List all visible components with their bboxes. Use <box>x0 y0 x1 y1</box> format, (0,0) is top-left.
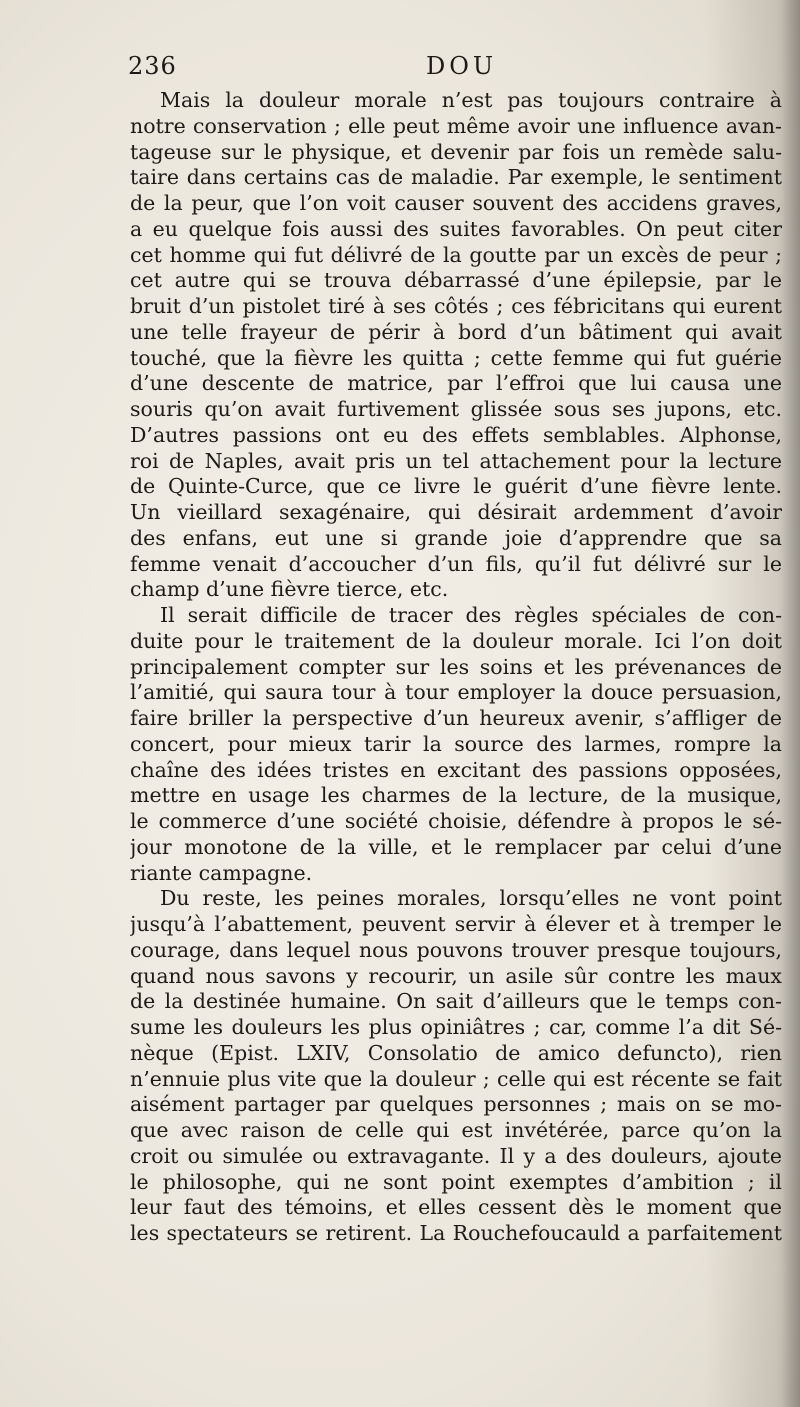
text-line: bruit d’un pistolet tiré à ses côtés ; ces fébricitans qui eurent <box>130 294 782 318</box>
running-head: DOU <box>426 52 498 80</box>
text-line: principalement compter sur les soins et les prévenances de <box>130 654 782 679</box>
text-line: aisément partager par quelques personnes ; mais on se mo- <box>130 1092 782 1117</box>
text-line: jour monotone de la ville, et le remplacer par celui d’une <box>130 834 782 859</box>
text-line: leur faut des témoins, et elles cessent dès le moment que <box>130 1195 782 1220</box>
text-line: femme venait d’accoucher d’un fils, qu’il fut délivré sur le <box>130 551 782 576</box>
text-line: cet autre qui se trouva débarrassé d’une épilepsie, par le <box>130 268 782 293</box>
text-line: mettre en usage les charmes de la lecture, de la musique, <box>130 783 782 808</box>
text-line: cet homme qui fut délivré de la goutte par un excès de peur ; <box>130 242 782 267</box>
text-line: champ d’une fièvre tierce, etc. <box>130 577 449 602</box>
text-line: le commerce d’une société choisie, défendre à propos le sé- <box>130 809 782 833</box>
page-edge-shadow <box>782 0 800 1407</box>
text-line: n’ennuie plus vite que la douleur ; celle qui est récente se fait <box>130 1066 782 1091</box>
text-line: une telle frayeur de périr à bord d’un bâtiment qui avait <box>130 319 782 344</box>
body-text <box>130 88 782 1247</box>
text-line: jusqu’à l’abattement, peuvent servir à élever et à tremper le <box>130 912 782 936</box>
text-line: sume les douleurs les plus opiniâtres ; car, comme l’a dit Sé- <box>130 1015 782 1039</box>
text-line: courage, dans lequel nous pouvons trouver presque toujours, <box>130 937 782 962</box>
page-number: 236 <box>128 52 177 80</box>
text-line: que avec raison de celle qui est invétérée, parce qu’on la <box>130 1118 782 1142</box>
text-line: notre conservation ; elle peut même avoir une influence avan- <box>130 113 782 138</box>
text-line: nèque (Epist. LXIV, Consolatio de amico defuncto), rien <box>130 1040 782 1065</box>
page-header <box>128 52 768 86</box>
text-line: de la peur, que l’on voit causer souvent des accidens graves, <box>130 191 782 215</box>
text-line: quand nous savons y recourir, un asile sûr contre les maux <box>130 963 782 988</box>
text-line: Il serait difficile de tracer des règles spéciales de con- <box>160 603 782 627</box>
text-line: les spectateurs se retirent. La Rouchefoucauld a parfaitement <box>130 1221 782 1245</box>
text-line: faire briller la perspective d’un heureux avenir, s’affliger de <box>130 706 782 730</box>
text-line: Du reste, les peines morales, lorsqu’elles ne vont point <box>160 886 782 911</box>
text-line: Mais la douleur morale n’est pas toujours contraire à <box>160 88 782 112</box>
text-line: a eu quelque fois aussi des suites favorables. On peut citer <box>130 216 782 241</box>
text-line: des enfans, eut une si grande joie d’apprendre que sa <box>130 525 782 550</box>
text-line: concert, pour mieux tarir la source des larmes, rompre la <box>130 731 782 756</box>
text-line: l’amitié, qui saura tour à tour employer la douce persuasion, <box>130 680 782 705</box>
text-line: croit ou simulée ou extravagante. Il y a des douleurs, ajoute <box>130 1143 782 1168</box>
text-line: D’autres passions ont eu des effets semblables. Alphonse, <box>130 422 782 447</box>
text-line: Un vieillard sexagénaire, qui désirait ardemment d’avoir <box>130 500 782 524</box>
text-line: chaîne des idées tristes en excitant des passions opposées, <box>130 757 782 782</box>
text-line: tageuse sur le physique, et devenir par fois un remède salu- <box>130 139 782 164</box>
text-line: roi de Naples, avait pris un tel attachement pour la lecture <box>130 448 782 473</box>
text-line: riante campagne. <box>130 860 313 885</box>
text-line: de Quinte-Curce, que ce livre le guérit d’une fièvre lente. <box>130 474 782 499</box>
text-line: d’une descente de matrice, par l’effroi que lui causa une <box>130 371 782 396</box>
text-line: duite pour le traitement de la douleur morale. Ici l’on doit <box>130 628 782 653</box>
text-line: de la destinée humaine. On sait d’ailleurs que le temps con- <box>130 989 782 1014</box>
text-line: le philosophe, qui ne sont point exemptes d’ambition ; il <box>130 1169 782 1194</box>
text-line: touché, que la fièvre les quitta ; cette femme qui fut guérie <box>130 345 782 370</box>
text-line: taire dans certains cas de maladie. Par exemple, le sentiment <box>130 165 782 190</box>
text-line: souris qu’on avait furtivement glissée sous ses jupons, etc. <box>130 397 782 421</box>
